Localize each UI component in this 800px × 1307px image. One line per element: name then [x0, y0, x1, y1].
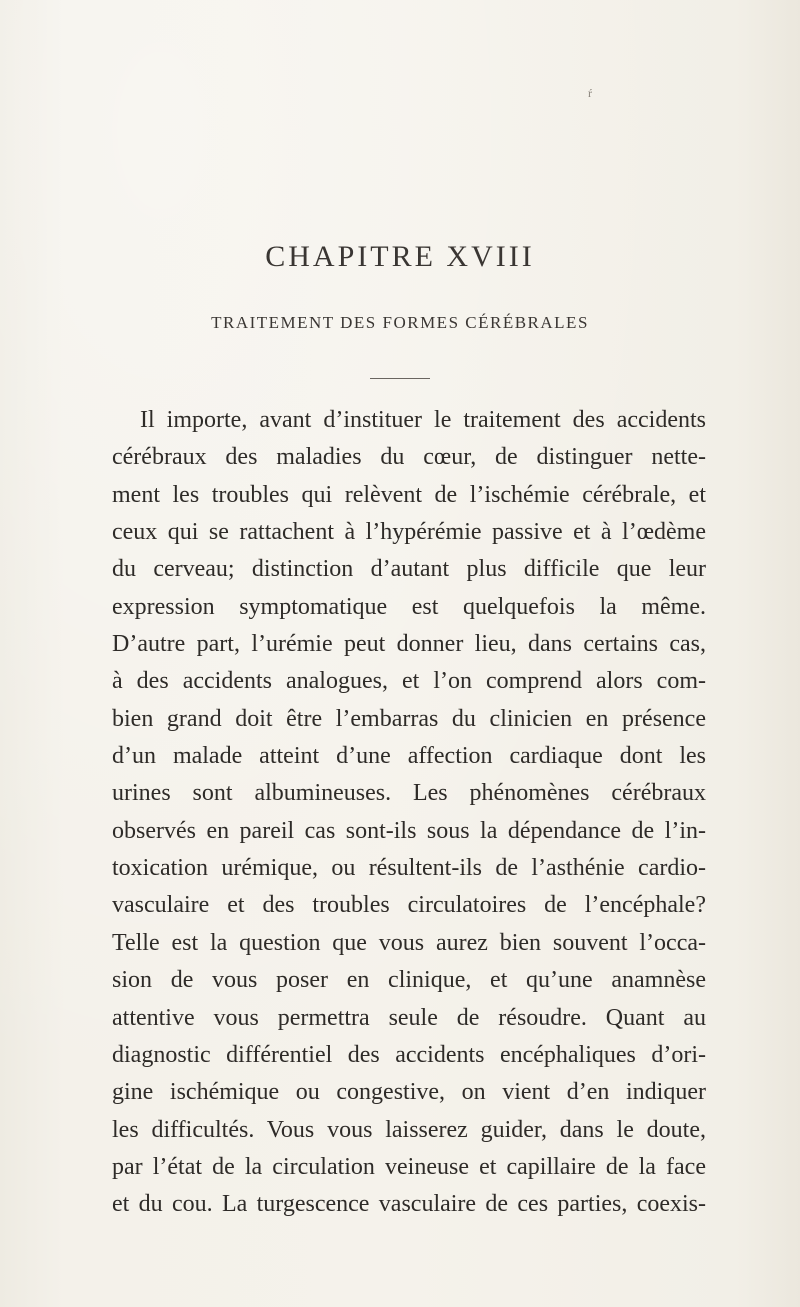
text-line: vasculaire et des troubles circulatoires de l’encéphale?: [112, 892, 706, 919]
text-line: sion de vous poser en clinique, et qu’une anamnèse: [112, 967, 706, 994]
text-line: par l’état de la circulation veineuse et capillaire de la face: [112, 1153, 706, 1180]
text-line: diagnostic différentiel des accidents encéphaliques d’ori-: [112, 1041, 706, 1068]
text-line: à des accidents analogues, et l’on comprend alors com-: [112, 668, 706, 695]
title-divider: [370, 378, 430, 379]
body-paragraph: [112, 402, 706, 1224]
stray-mark: ŕ: [588, 86, 592, 100]
text-line: expression symptomatique est quelquefois la même.: [112, 593, 706, 620]
text-line: D’autre part, l’urémie peut donner lieu, dans certains cas,: [112, 631, 706, 658]
text-line: cérébraux des maladies du cœur, de distinguer nette-: [112, 444, 706, 471]
text-line: d’un malade atteint d’une affection cardiaque dont les: [112, 743, 706, 770]
text-line: toxication urémique, ou résultent-ils de l’asthénie cardio-: [112, 855, 706, 882]
text-line: bien grand doit être l’embarras du clinicien en présence: [112, 705, 706, 732]
text-line: urines sont albumineuses. Les phénomènes cérébraux: [112, 780, 706, 807]
text-line: attentive vous permettra seule de résoudre. Quant au: [112, 1004, 706, 1031]
text-line: Telle est la question que vous aurez bien souvent l’occa-: [112, 929, 706, 956]
text-line: ment les troubles qui relèvent de l’ischémie cérébrale, et: [112, 481, 706, 508]
chapter-title: CHAPITRE XVIII: [265, 240, 535, 273]
text-line: observés en pareil cas sont-ils sous la dépendance de l’in-: [112, 817, 706, 844]
chapter-subtitle: TRAITEMENT DES FORMES CÉRÉBRALES: [211, 313, 589, 332]
text-line: les difficultés. Vous vous laisserez guider, dans le doute,: [112, 1116, 706, 1143]
text-line: ceux qui se rattachent à l’hypérémie passive et à l’œdème: [112, 519, 706, 546]
text-line: du cerveau; distinction d’autant plus difficile que leur: [112, 556, 706, 583]
text-line: gine ischémique ou congestive, on vient d’en indiquer: [112, 1079, 706, 1106]
text-line: et du cou. La turgescence vasculaire de ces parties, coexis-: [112, 1191, 706, 1218]
text-line: Il importe, avant d’instituer le traitement des accidents: [140, 407, 706, 433]
